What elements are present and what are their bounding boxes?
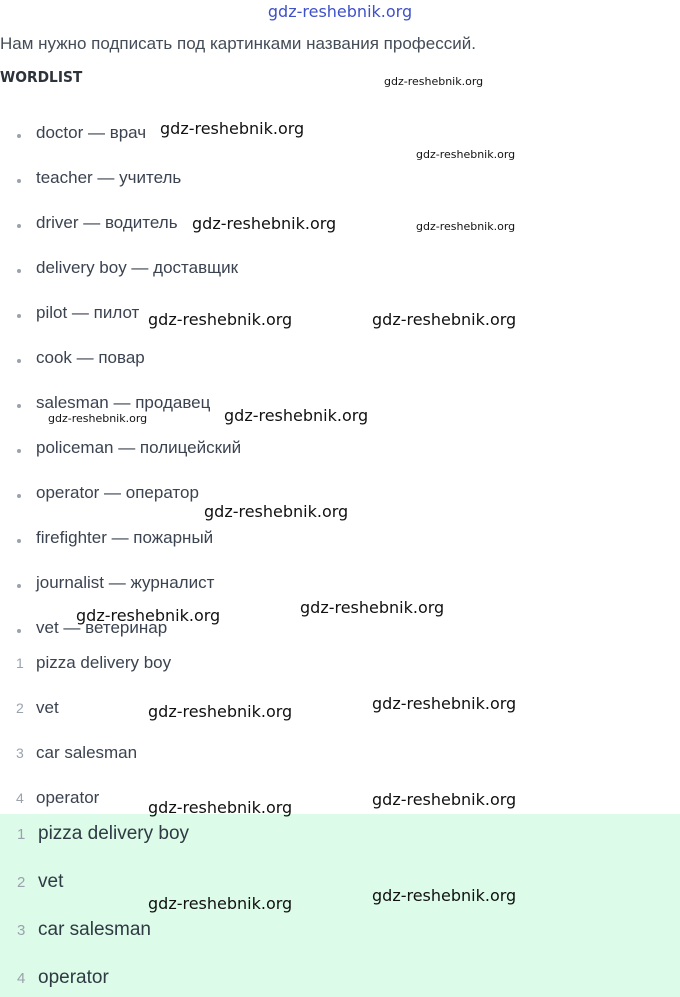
intro-text: Нам нужно подписать под картинками названия профессий. [0, 34, 476, 53]
watermark: gdz-reshebnik.org [148, 702, 293, 721]
wordlist-item-text: firefighter — пожарный [36, 528, 214, 547]
watermark: gdz-reshebnik.org [372, 694, 517, 713]
exercise-item-text: vet [36, 698, 59, 717]
answer-item-text: pizza delivery boy [38, 823, 190, 844]
bullet-icon [17, 629, 21, 633]
watermark: gdz-reshebnik.org [416, 148, 516, 161]
watermark: gdz-reshebnik.org [224, 406, 369, 425]
watermark: gdz-reshebnik.org [148, 798, 293, 817]
item-number: 4 [17, 970, 26, 987]
watermark: gdz-reshebnik.org [148, 310, 293, 329]
watermark: gdz-reshebnik.org [372, 886, 517, 905]
watermark: gdz-reshebnik.org [160, 119, 305, 138]
item-number: 3 [16, 745, 24, 761]
bullet-icon [17, 179, 21, 183]
item-number: 2 [16, 700, 24, 716]
answer-item-text: car salesman [38, 919, 151, 940]
watermark: gdz-reshebnik.org [372, 790, 517, 809]
answer-box [0, 814, 680, 997]
wordlist-item-text: teacher — учитель [36, 168, 182, 187]
bullet-icon [17, 539, 21, 543]
watermark: gdz-reshebnik.org [416, 220, 516, 233]
bullet-icon [17, 359, 21, 363]
exercise-item-text: car salesman [36, 743, 138, 762]
bullet-icon [17, 269, 21, 273]
item-number: 1 [16, 655, 24, 671]
wordlist-item-text: delivery boy — доставщик [36, 258, 239, 277]
item-number: 2 [17, 874, 26, 891]
wordlist-item-text: pilot — пилот [36, 303, 140, 322]
item-number: 3 [17, 922, 26, 939]
bullet-icon [17, 449, 21, 453]
wordlist-item-text: doctor — врач [36, 123, 147, 142]
watermark: gdz-reshebnik.org [192, 214, 337, 233]
exercise-item-text: pizza delivery boy [36, 653, 172, 672]
wordlist-item-text: vet — ветеринар [36, 618, 168, 637]
bullet-icon [17, 314, 21, 318]
watermark: gdz-reshebnik.org [48, 412, 148, 425]
bullet-icon [17, 404, 21, 408]
bullet-icon [17, 494, 21, 498]
item-number: 1 [17, 826, 26, 843]
wordlist-item-text: cook — повар [36, 348, 145, 367]
item-number: 4 [16, 790, 24, 806]
watermark: gdz-reshebnik.org [372, 310, 517, 329]
bullet-icon [17, 134, 21, 138]
answer-item-text: operator [38, 967, 109, 988]
watermark: gdz-reshebnik.org [204, 502, 349, 521]
wordlist-item-text: policeman — полицейский [36, 438, 242, 457]
site-watermark-top: gdz-reshebnik.org [267, 2, 413, 21]
wordlist-item-text: salesman — продавец [36, 393, 211, 412]
watermark: gdz-reshebnik.org [384, 75, 484, 88]
wordlist-item-text: journalist — журналист [36, 573, 215, 592]
wordlist-heading: WORDLIST [0, 68, 83, 86]
watermark: gdz-reshebnik.org [76, 606, 221, 625]
bullet-icon [17, 584, 21, 588]
answer-item-text: vet [38, 871, 64, 892]
watermark: gdz-reshebnik.org [300, 598, 445, 617]
exercise-item-text: operator [36, 788, 100, 807]
bullet-icon [17, 224, 21, 228]
wordlist-item-text: operator — оператор [36, 483, 199, 502]
wordlist-item-text: driver — водитель [36, 213, 178, 232]
watermark: gdz-reshebnik.org [148, 894, 293, 913]
